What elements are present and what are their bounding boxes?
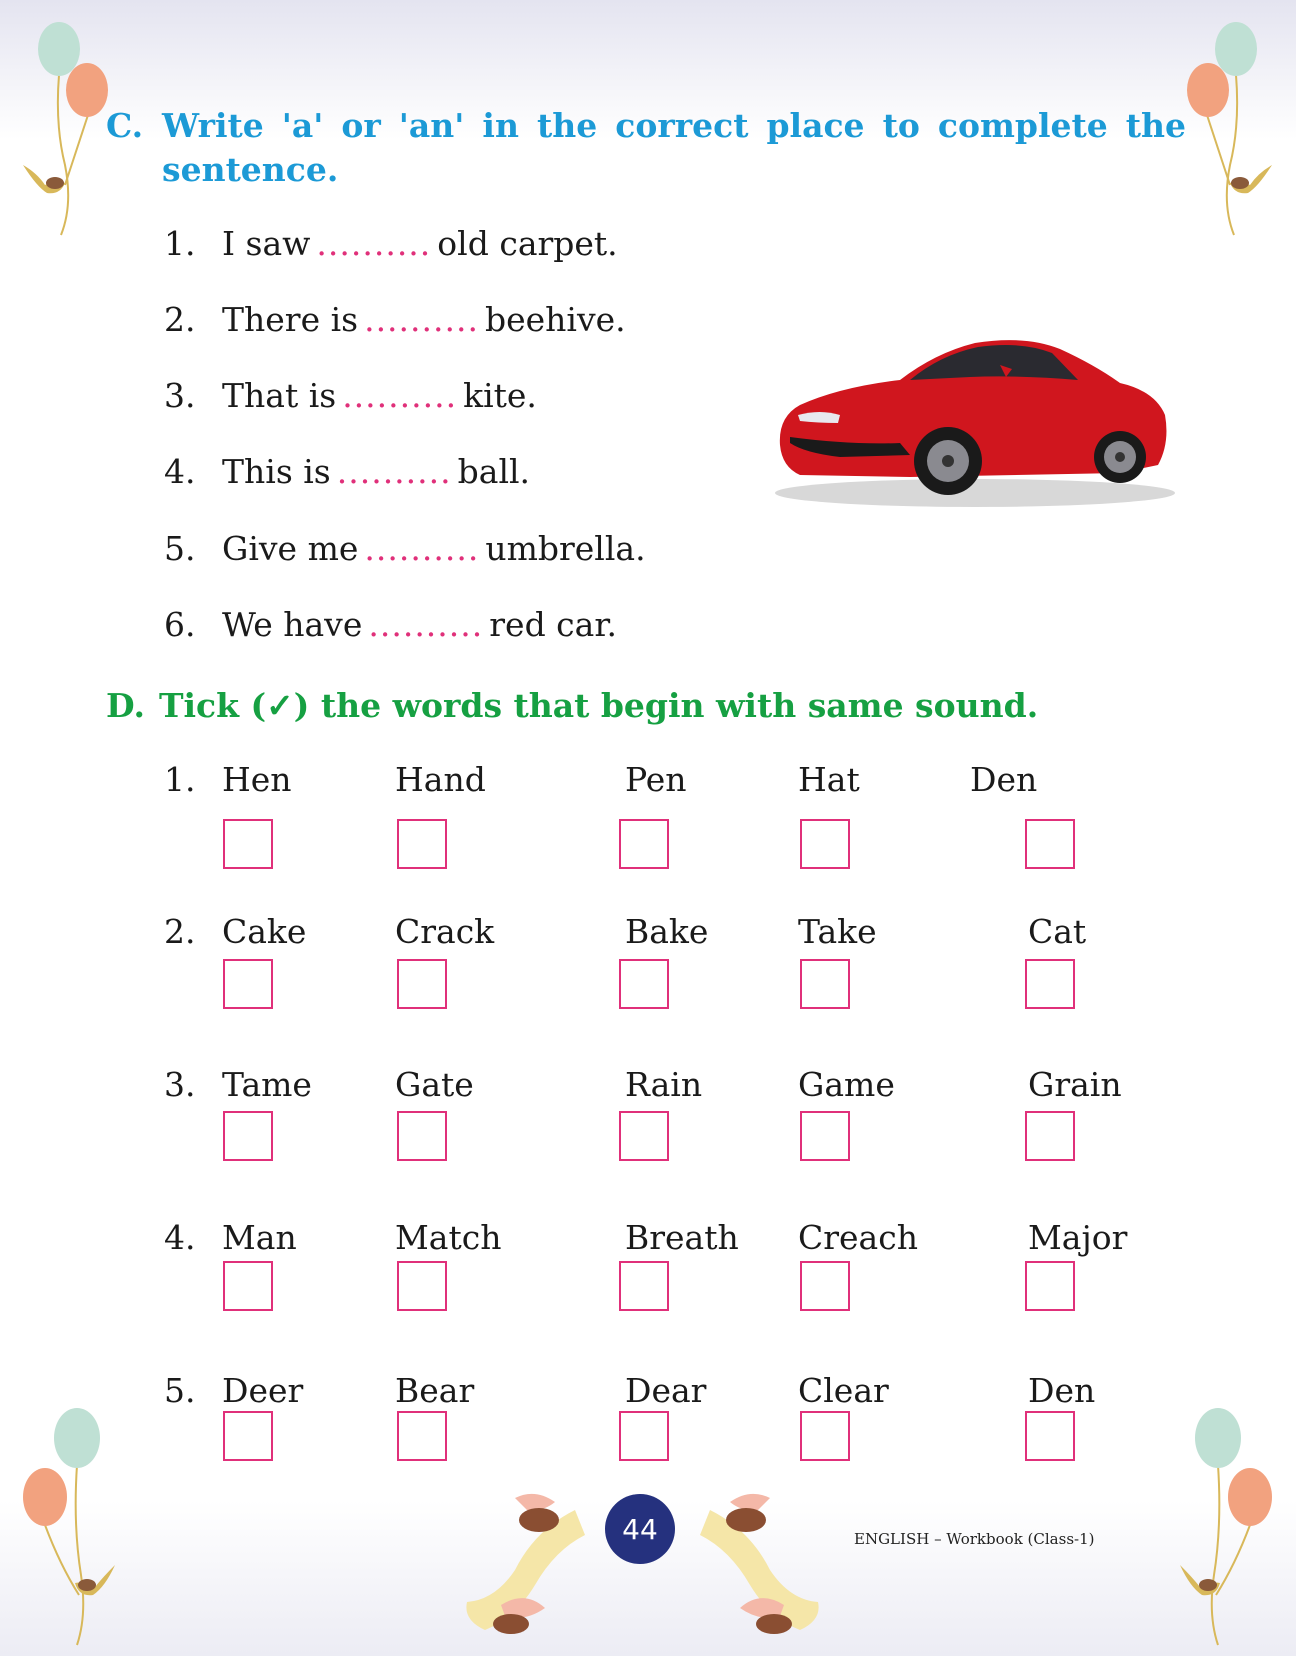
- word: Hat: [798, 760, 860, 799]
- tick-checkbox[interactable]: [397, 819, 447, 869]
- balloons-bottom-left-decoration: [15, 1405, 125, 1650]
- section-c-instruction-line1: Write 'a' or 'an' in the correct place to complete the: [162, 106, 1186, 145]
- section-c-letter: C.: [106, 106, 144, 145]
- word: Crack: [395, 912, 495, 951]
- row-number: 3.: [164, 1065, 196, 1104]
- word: Deer: [222, 1371, 304, 1410]
- word: Creach: [798, 1218, 918, 1257]
- tick-checkbox[interactable]: [800, 1411, 850, 1461]
- word: Grain: [1028, 1065, 1122, 1104]
- sentence-1: 1. I saw .......... old carpet.: [164, 224, 618, 263]
- tick-checkbox[interactable]: [800, 1111, 850, 1161]
- word: Rain: [625, 1065, 703, 1104]
- tick-checkbox[interactable]: [223, 1111, 273, 1161]
- tick-checkbox[interactable]: [800, 819, 850, 869]
- sentence-5: 5. Give me .......... umbrella.: [164, 529, 646, 568]
- word: Den: [1028, 1371, 1096, 1410]
- tick-checkbox[interactable]: [619, 1411, 669, 1461]
- word: Man: [222, 1218, 297, 1257]
- word: Dear: [625, 1371, 707, 1410]
- tick-checkbox[interactable]: [1025, 1411, 1075, 1461]
- word: Take: [798, 912, 877, 951]
- word: Bake: [625, 912, 709, 951]
- word: Tame: [222, 1065, 312, 1104]
- section-d-heading: [106, 684, 1038, 728]
- red-car-image: [760, 325, 1190, 515]
- tick-checkbox[interactable]: [1025, 959, 1075, 1009]
- tick-checkbox[interactable]: [1025, 819, 1075, 869]
- sentence-2: 2. There is .......... beehive.: [164, 300, 626, 339]
- row-number: 4.: [164, 1218, 196, 1257]
- tick-checkbox[interactable]: [223, 1261, 273, 1311]
- section-d-instruction: Tick (✓) the words that begin with same sound.: [158, 686, 1039, 725]
- balloons-top-right-decoration: [1170, 15, 1280, 240]
- word: Den: [970, 760, 1038, 799]
- tick-checkbox[interactable]: [397, 1411, 447, 1461]
- answer-blank[interactable]: ..........: [364, 529, 480, 568]
- section-d-letter: D.: [106, 686, 145, 725]
- word: Clear: [798, 1371, 889, 1410]
- tick-checkbox[interactable]: [800, 1261, 850, 1311]
- word: Match: [395, 1218, 502, 1257]
- bird-ribbon-left-decoration: [455, 1490, 595, 1640]
- tick-checkbox[interactable]: [619, 819, 669, 869]
- tick-checkbox[interactable]: [619, 959, 669, 1009]
- tick-checkbox[interactable]: [800, 959, 850, 1009]
- bird-ribbon-right-decoration: [690, 1490, 830, 1640]
- tick-checkbox[interactable]: [619, 1111, 669, 1161]
- word: Hen: [222, 760, 292, 799]
- tick-checkbox[interactable]: [397, 1261, 447, 1311]
- tick-checkbox[interactable]: [223, 959, 273, 1009]
- sentence-4: 4. This is .......... ball.: [164, 452, 531, 491]
- row-number: 5.: [164, 1371, 196, 1410]
- word: Cat: [1028, 912, 1087, 951]
- word: Gate: [395, 1065, 474, 1104]
- row-number: 2.: [164, 912, 196, 951]
- answer-blank[interactable]: ..........: [368, 605, 484, 644]
- balloons-bottom-right-decoration: [1170, 1405, 1280, 1650]
- word: Pen: [625, 760, 687, 799]
- word: Cake: [222, 912, 307, 951]
- row-number: 1.: [164, 760, 196, 799]
- word: Hand: [395, 760, 486, 799]
- tick-checkbox[interactable]: [397, 959, 447, 1009]
- tick-checkbox[interactable]: [223, 819, 273, 869]
- page-number-badge: 44: [605, 1494, 675, 1564]
- tick-checkbox[interactable]: [1025, 1111, 1075, 1161]
- tick-checkbox[interactable]: [223, 1411, 273, 1461]
- answer-blank[interactable]: ..........: [336, 452, 452, 491]
- answer-blank[interactable]: ..........: [316, 224, 432, 263]
- footer-book-title: ENGLISH – Workbook (Class-1): [854, 1530, 1095, 1548]
- answer-blank[interactable]: ..........: [342, 376, 458, 415]
- tick-checkbox[interactable]: [1025, 1261, 1075, 1311]
- sentence-6: 6. We have .......... red car.: [164, 605, 617, 644]
- word: Bear: [395, 1371, 475, 1410]
- answer-blank[interactable]: ..........: [364, 300, 479, 339]
- word: Game: [798, 1065, 895, 1104]
- section-c-instruction-line2: sentence.: [162, 150, 339, 189]
- word: Breath: [625, 1218, 739, 1257]
- tick-checkbox[interactable]: [619, 1261, 669, 1311]
- tick-checkbox[interactable]: [397, 1111, 447, 1161]
- section-c-heading: [106, 104, 1186, 192]
- word: Major: [1028, 1218, 1128, 1257]
- sentence-3: 3. That is .......... kite.: [164, 376, 537, 415]
